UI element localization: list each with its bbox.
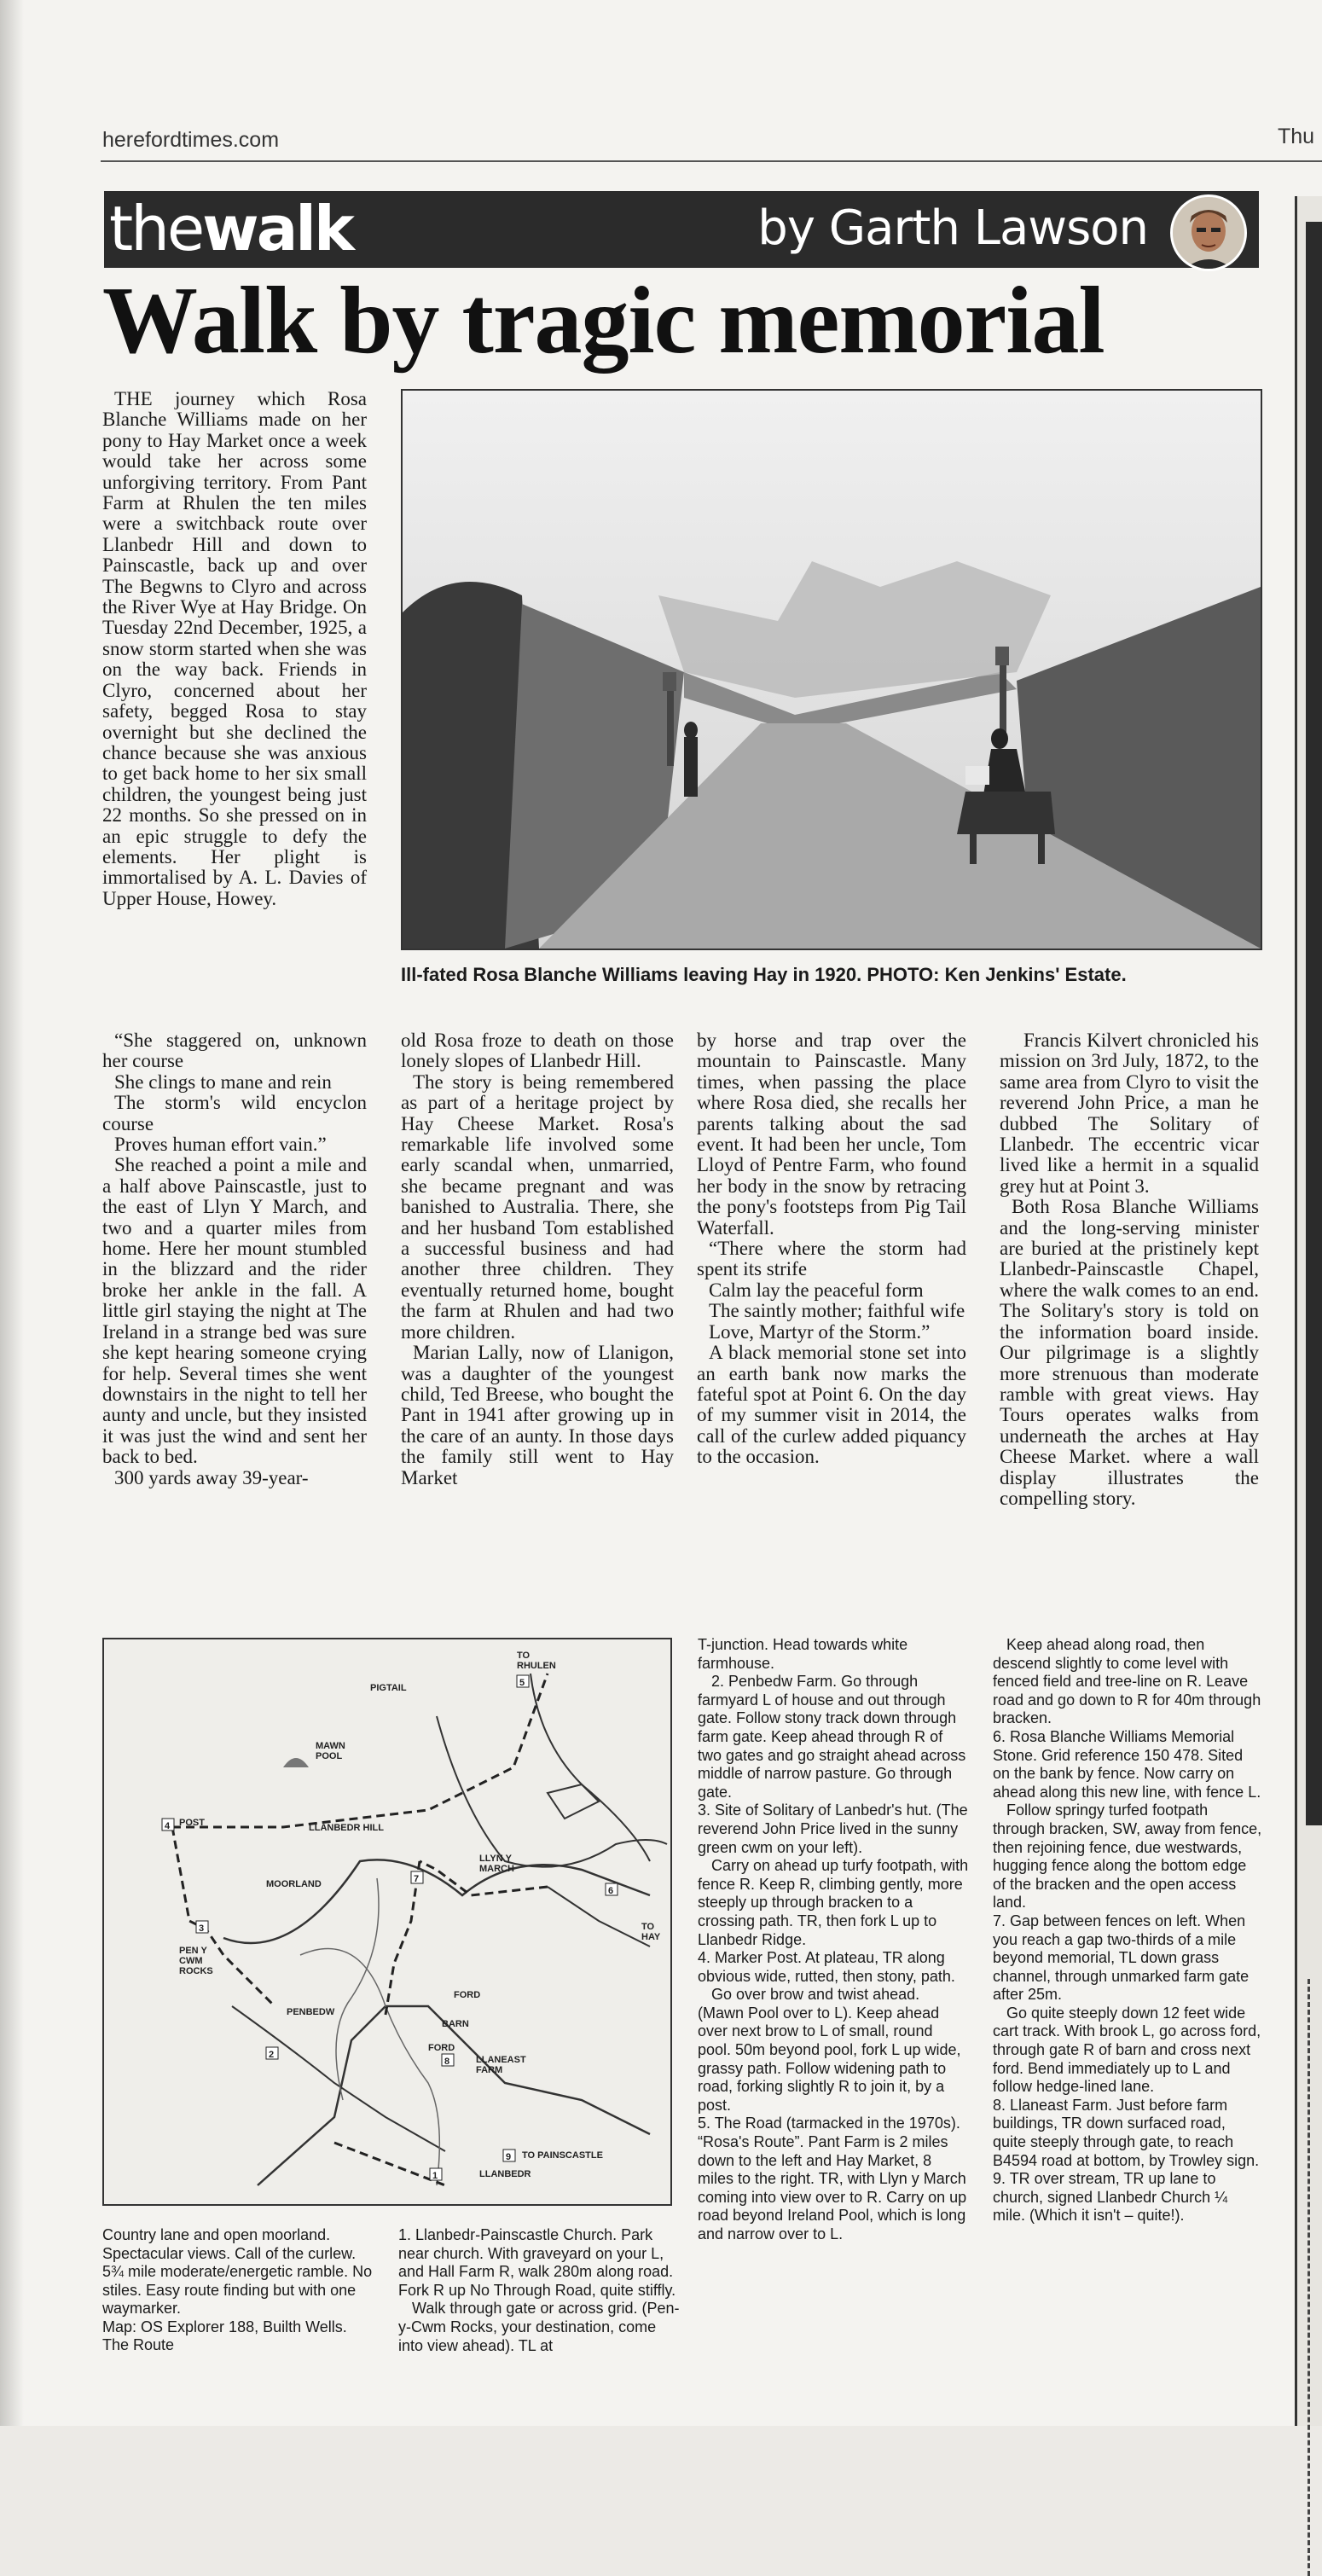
article-column-1b bbox=[102, 1030, 367, 1488]
route-step: Follow springy turfed footpath through bracken, SW, away from fence, then rejoining fence, due westwards, hugging fence along the bottom edge of the bracken and the open access land. bbox=[993, 1801, 1262, 1912]
route-step: Keep ahead along road, then descend slightly to come level with fenced field and tree-line on R. Leave road and go down to R for 40m through bracken. bbox=[993, 1636, 1261, 1727]
route-map bbox=[102, 1638, 672, 2206]
svg-text:9: 9 bbox=[506, 2152, 512, 2162]
route-directions-2 bbox=[698, 1636, 969, 2244]
map-label-pen-y-cwm: PEN Y CWM ROCKS bbox=[179, 1946, 213, 1976]
adjacent-dashed-border bbox=[1308, 1979, 1322, 2576]
poem-line: “There where the storm had spent its strife bbox=[697, 1238, 966, 1280]
route-step: T-junction. Head towards white farmhouse. bbox=[698, 1636, 908, 1672]
article-column-3 bbox=[697, 1030, 966, 1468]
route-step: 7. Gap between fences on left. When you reach a gap two-thirds of a mile beyond memorial, TL down grass channel, through unmarked farm gate after 25m. bbox=[993, 1912, 1250, 2004]
route-step: 6. Rosa Blanche Williams Memorial Stone. Grid reference 150 478. Sited on the bank by fence. Now carry on ahead along this new line, with fence L. bbox=[993, 1727, 1261, 1801]
route-step: 5. The Road (tarmacked in the 1970s). “Rosa's Route”. Pant Farm is 2 miles down to the left and Hay Market, 8 miles to the right. TR, with Llyn y March coming into view over to R. Carry on up road beyond Ireland Pool, which is long and narrow over to L. bbox=[698, 2115, 967, 2242]
route-step: 9. TR over stream, TR up lane to church, signed Llanbedr Church ¼ mile. (Which it isn't – quite!). bbox=[993, 2170, 1228, 2225]
paragraph: The story is being remembered as part of a heritage project by Hay Cheese Market. Rosa's remarkable life involved some early scandal when, unmarried, she became pregnant and was banished to Australia. There, she and her husband Tom established a successful business and had another three children. They eventually returned home, bought the farm at Rhulen and had two more children. bbox=[401, 1070, 674, 1343]
map-label-llanbedr: LLANBEDR bbox=[479, 2169, 531, 2179]
poem-line: Calm lay the peaceful form bbox=[709, 1279, 924, 1301]
summary-line: 5¾ mile moderate/energetic ramble. No stiles. Easy route finding but with one waymarker. bbox=[102, 2263, 373, 2317]
route-directions-3 bbox=[993, 1636, 1262, 2225]
map-label-llaneast-farm: LLANEAST FARM bbox=[476, 2055, 526, 2075]
site-url: herefordtimes.com bbox=[102, 128, 280, 152]
route-step: 8. Llaneast Farm. Just before farm buildings, TR down surfaced road, quite steeply through gate, to reach B4594 road at bottom, by Trowley sign. bbox=[993, 2096, 1260, 2169]
map-label-penbedw: PENBEDW bbox=[287, 2007, 335, 2017]
headline: Walk by tragic memorial bbox=[102, 268, 1105, 374]
map-label-mawn-pool: MAWN POOL bbox=[316, 1741, 345, 1761]
byline: by Garth Lawson bbox=[757, 200, 1148, 256]
date-fragment: Thu bbox=[1278, 125, 1315, 148]
map-label-to-hay: TO HAY bbox=[641, 1922, 661, 1942]
poem-line: “She staggered on, unknown her course bbox=[102, 1030, 367, 1072]
article-column-4 bbox=[1000, 1030, 1259, 1509]
map-label-barn: BARN bbox=[442, 2019, 469, 2029]
svg-text:4: 4 bbox=[165, 1821, 171, 1831]
map-label-llanbedr-hill: LLANBEDR HILL bbox=[309, 1823, 384, 1833]
route-step: Go quite steeply down 12 feet wide cart track. With brook L, go across ford, through gate R of barn and cross next ford. Bend immediately up to L and follow hedge-lined lane. bbox=[993, 2004, 1261, 2096]
column-banner bbox=[104, 191, 1259, 268]
svg-text:3: 3 bbox=[199, 1923, 205, 1934]
historic-photo bbox=[401, 389, 1262, 950]
route-step: 1. Llanbedr-Painscastle Church. Park near church. With graveyard on your L, and Hall Farm R, walk 280m along road. Fork R up No Through Road, quite stiffly. bbox=[398, 2226, 676, 2299]
route-step: Go over brow and twist ahead. (Mawn Pool over to L). Keep ahead over next brow to L of small, round pool. 50m beyond pool, fork L up wide, grassy path. Follow widening path to road, forking slightly R to join it, by a post. bbox=[698, 1986, 961, 2114]
summary-line: The Route bbox=[102, 2336, 175, 2353]
map-label-moorland: MOORLAND bbox=[266, 1879, 322, 1889]
paragraph: Francis Kilvert chronicled his mission on 3rd July, 1872, to the same area from Clyro to visit the reverend John Price, a man he dubbed The Solitary of Llanbedr. The eccentric vicar lived like a hermit in a squalid grey hut at Point 3. bbox=[1000, 1030, 1259, 1197]
map-label-llyn-y-march: LLYN Y MARCH bbox=[479, 1854, 514, 1874]
paragraph: A black memorial stone set into an earth bank now marks the fateful spot at Point 6. On the day of my summer visit in 2014, the call of the curlew added piquancy to the occasion. bbox=[697, 1342, 966, 1468]
header-rule bbox=[101, 160, 1322, 162]
map-label-to-painscastle: TO PAINSCASTLE bbox=[522, 2150, 603, 2161]
map-label-ford: FORD bbox=[454, 1990, 481, 2000]
map-label-pigtail: PIGTAIL bbox=[370, 1683, 407, 1693]
route-step: Carry on ahead up turfy footpath, with fence R. Keep R, climbing gently, more steeply up through bracken to a crossing path. TR, then fork L up to Llanbedr Ridge. bbox=[698, 1857, 969, 1948]
summary-line: Map: OS Explorer 188, Builth Wells. bbox=[102, 2318, 347, 2335]
paragraph: Both Rosa Blanche Williams and the long-serving minister are buried at the pristinely kept Llanbedr-Painscastle Chapel, where the walk comes to an end. The Solitary's story is told on the information board inside. Our pilgrimage is a slightly more strenuous than moderate ramble with great views. Hay Tours operates walks from underneath the arches at Hay Cheese Market. where a wall display illustrates the compelling story. bbox=[1000, 1196, 1259, 1509]
svg-text:7: 7 bbox=[414, 1874, 420, 1884]
paragraph: Marian Lally, now of Llanigon, was a daughter of the youngest child, Ted Breese, who bought the Pant in 1941 after growing up in the care of an aunty. In those days the family still went to Hay Market bbox=[401, 1342, 674, 1488]
article-column-2 bbox=[401, 1030, 674, 1488]
adjacent-dark-strip bbox=[1306, 222, 1322, 1825]
photo-caption: Ill-fated Rosa Blanche Williams leaving Hay in 1920. PHOTO: Ken Jenkins' Estate. bbox=[401, 964, 1127, 985]
route-step: 2. Penbedw Farm. Go through farmyard L of house and out through gate. Follow stony track down through farm gate. Keep ahead through R of two gates and go straight ahead across middle of narrow pasture. Go through gate. bbox=[698, 1673, 966, 1801]
article-column-1a bbox=[102, 389, 367, 909]
svg-text:8: 8 bbox=[444, 2057, 450, 2067]
paragraph: THE journey which Rosa Blanche Williams made on her pony to Hay Market once a week would take her across some unforgiving territory. From Pant Farm at Rhulen the ten miles were a switchback route over Llanbedr Hill and down to Painscastle, back up and over The Begwns to Clyro and across the River Wye at Hay Bridge. On Tuesday 22nd December, 1925, a snow storm started when she was on the way back. Friends in Clyro, concerned about her safety, begged Rosa to stay overnight but she declined the chance because she was anxious to get back home to her six small children, the youngest being just 22 months. So she pressed on in an epic struggle to defy the elements. Her plight is immortalised by A. L. Davies of Upper House, Howey. bbox=[102, 388, 367, 909]
author-avatar bbox=[1170, 194, 1247, 271]
map-label-to-rhulen: TO RHULEN bbox=[517, 1651, 556, 1671]
poem-line: The storm's wild encyclon course bbox=[102, 1092, 367, 1134]
svg-text:2: 2 bbox=[269, 2050, 275, 2060]
summary-line: Country lane and open moorland. Spectacular views. Call of the curlew. bbox=[102, 2226, 357, 2262]
banner-title: thewalk bbox=[109, 193, 352, 264]
map-label-ford-2: FORD bbox=[428, 2043, 455, 2053]
walk-summary bbox=[102, 2226, 384, 2355]
svg-text:1: 1 bbox=[432, 2171, 438, 2181]
map-label-post: POST bbox=[179, 1818, 205, 1828]
poem-line: Love, Martyr of the Storm.” bbox=[709, 1320, 931, 1343]
paragraph: by horse and trap over the mountain to Painscastle. Many times, when passing the place where Rosa died, she recalls her parents talking about the sad event. It had been her uncle, Tom Lloyd of Pentre Farm, who found her body in the snow by retracing the pony's footsteps from Pig Tail Waterfall. bbox=[697, 1030, 966, 1239]
poem-line: Proves human effort vain.” bbox=[114, 1134, 327, 1156]
poem-line: She clings to mane and rein bbox=[114, 1070, 332, 1093]
route-step: 4. Marker Post. At plateau, TR along obvious wide, rutted, then stony, path. bbox=[698, 1949, 955, 1985]
route-directions-1 bbox=[398, 2226, 680, 2355]
paragraph: old Rosa froze to death on those lonely slopes of Llanbedr Hill. bbox=[401, 1030, 674, 1072]
adjacent-page-edge bbox=[1295, 196, 1322, 2426]
svg-text:6: 6 bbox=[608, 1886, 614, 1896]
route-step: Walk through gate or across grid. (Pen-y-Cwm Rocks, your destination, come into view ahead). TL at bbox=[398, 2300, 680, 2354]
page-gutter bbox=[0, 0, 24, 2426]
paragraph: 300 yards away 39-year- bbox=[114, 1466, 309, 1488]
paragraph: She reached a point a mile and a half above Painscastle, just to the east of Llyn Y March, and two and a quarter miles from home. Here her mount stumbled in the blizzard and the rider broke her ankle in the fall. A little girl staying the night at The Ireland in a strange bed was sure she kept hearing someone crying for help. Several times she went downstairs in the night to tell her aunty and uncle, but they insisted it was just the wind and sent her back to bed. bbox=[102, 1154, 367, 1468]
route-step: 3. Site of Solitary of Lanbedr's hut. (The reverend John Price lived in the sunny green cwm on your left). bbox=[698, 1801, 968, 1856]
poem-line: The saintly mother; faithful wife bbox=[709, 1300, 965, 1322]
svg-text:5: 5 bbox=[519, 1678, 525, 1688]
